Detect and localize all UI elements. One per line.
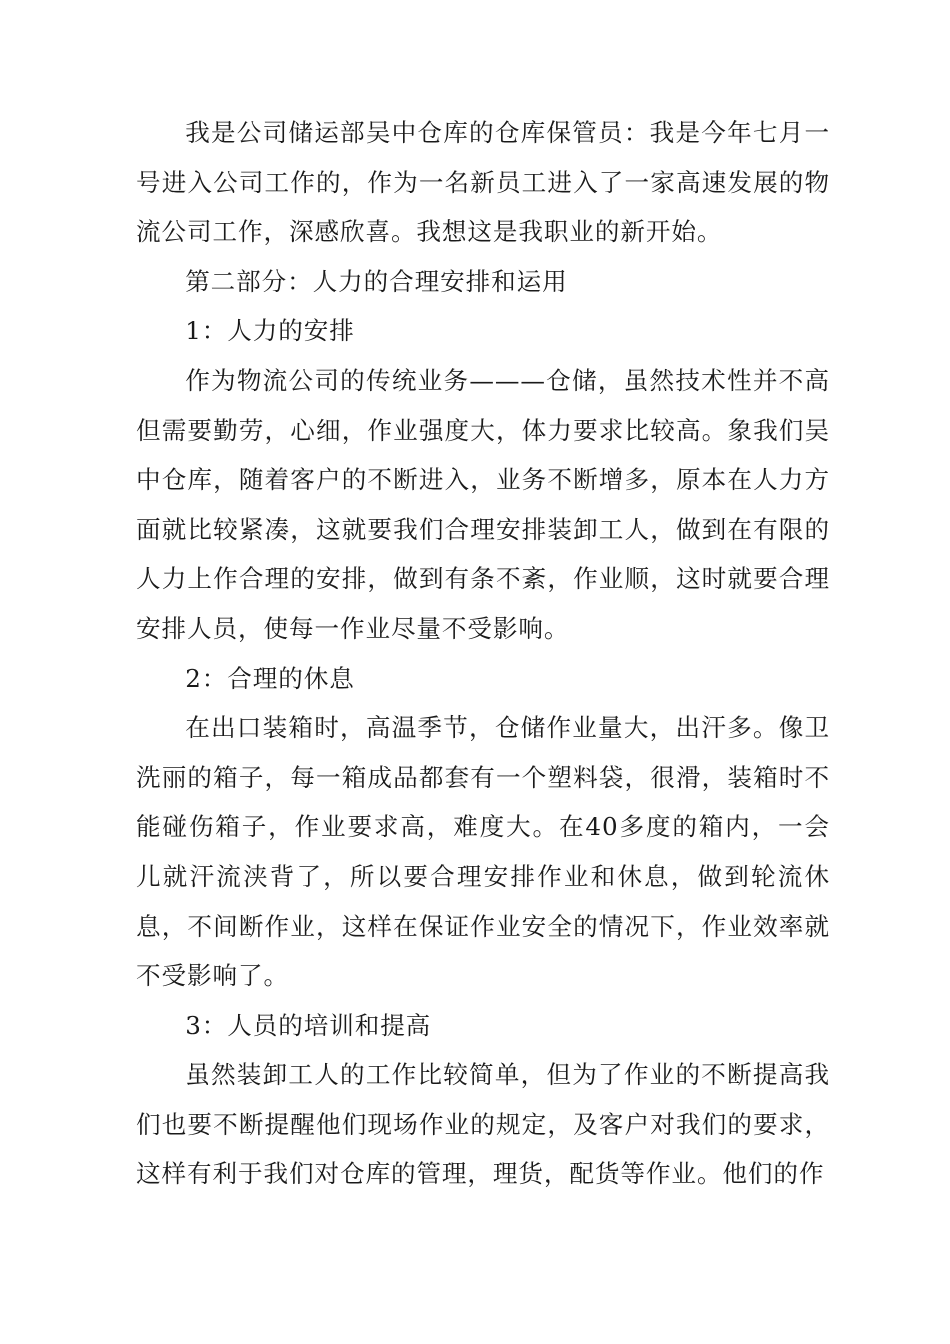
subheading-3: 3：人员的培训和提高: [185, 1010, 432, 1040]
paragraph-intro: 我是公司储运部吴中仓库的仓库保管员：我是今年七月一号进入公司工作的，作为一名新员工进入了一家高速发展的物流公司工作，深感欣喜。我想这是我职业的新开始。: [136, 118, 830, 247]
paragraph-staffing: 作为物流公司的传统业务———仓储，虽然技术性并不高但需要勤劳，心细，作业强度大，体力要求比较高。象我们吴中仓库，随着客户的不断进入，业务不断增多，原本在人力方面就比较紧凑，这就要我们合理安排装卸工人，做到在有限的人力上作合理的安排，做到有条不紊，作业顺，这时就要合理安排人员，使每一作业尽量不受影响。: [136, 365, 830, 643]
paragraph-rest: 在出口装箱时，高温季节，仓储作业量大，出汗多。像卫洗丽的箱子，每一箱成品都套有一个塑料袋，很滑，装箱时不能碰伤箱子，作业要求高，难度大。在40多度的箱内，一会儿就汗流浃背了，所以要合理安排作业和休息，做到轮流休息，不间断作业，这样在保证作业安全的情况下，作业效率就不受影响了。: [136, 713, 830, 991]
subheading-2: 2：合理的休息: [185, 663, 355, 693]
document-page: [136, 108, 830, 1199]
paragraph-training: 虽然装卸工人的工作比较简单，但为了作业的不断提高我们也要不断提醒他们现场作业的规定，及客户对我们的要求，这样有利于我们对仓库的管理，理货，配货等作业。他们的作: [136, 1060, 830, 1189]
section-heading: 第二部分：人力的合理安排和运用: [185, 266, 568, 296]
subheading-1: 1：人力的安排: [185, 316, 355, 346]
